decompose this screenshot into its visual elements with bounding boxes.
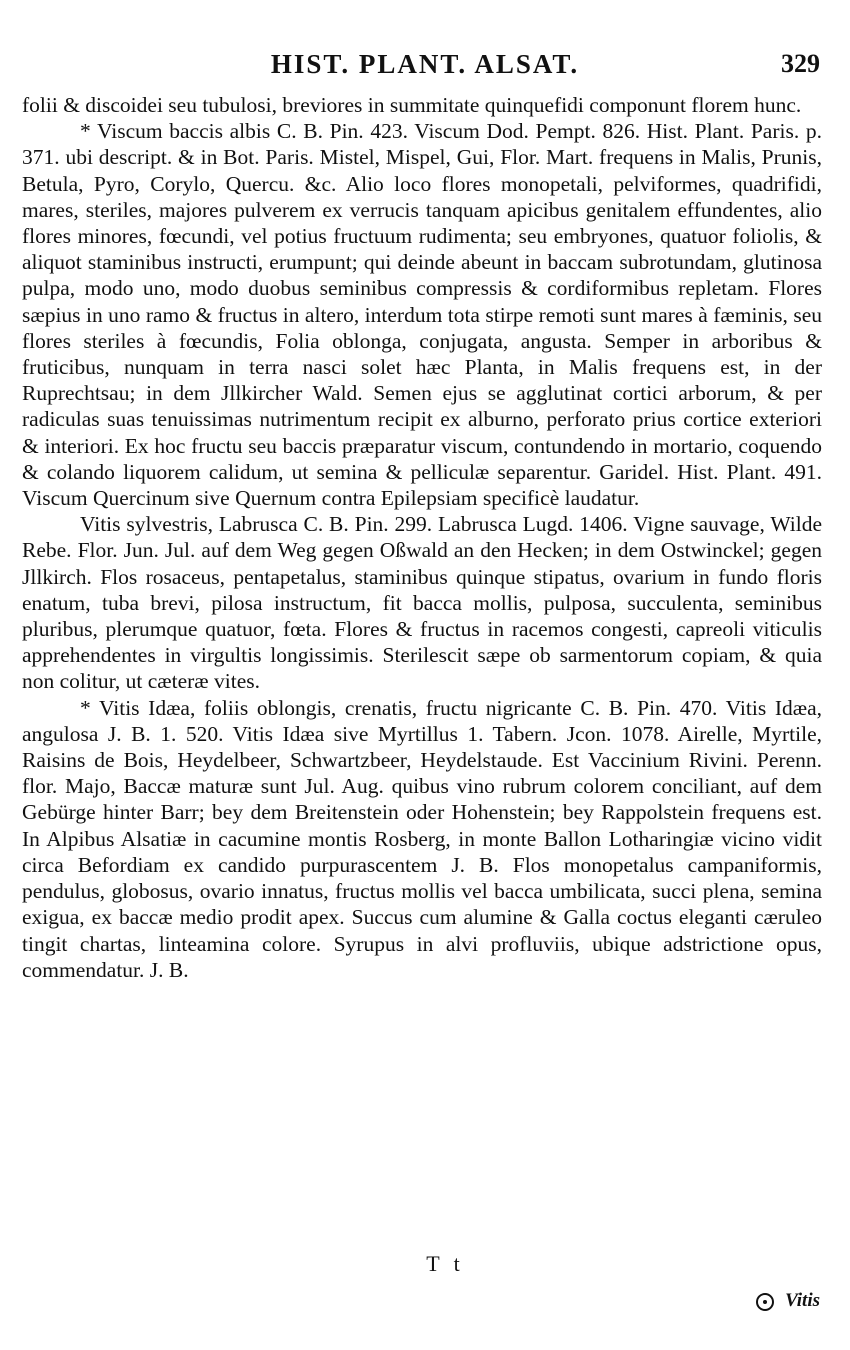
signature-mark: Tt [426, 1251, 474, 1276]
page-header [30, 44, 820, 84]
paragraph-vitis-sylvestris: Vitis sylvestris, Labrusca C. B. Pin. 299. Labrusca Lugd. 1406. Vigne sauvage, Wilde Rebe. Flor. Jun. Jul. auf dem Weg gegen Oßwald an den Hecken; in dem Ostwinckel; gegen Jllkirch. Flos rosaceus, pentapetalus, staminibus quinque stipatus, ovarium in fundo floris enatum, tuba brevi, pilosa instructum, fit bacca mollis, pulposa, succulenta, seminibus pluribus, plerumque quatuor, fœta. Flores & fructus in racemos congesti, capreoli viticulis apprehendentes in virgultis longissimis. Sterilescit sæpe ob sarmentorum copiam, & quia non colitur, ut cæteræ vites. [22, 512, 822, 694]
page-number: 329 [781, 49, 820, 78]
paragraph-continuation: folii & discoidei seu tubulosi, breviores in summitate quinquefidi componunt florem hunc. [22, 93, 802, 117]
catchword [756, 1288, 820, 1314]
catchword-text: Vitis [785, 1290, 820, 1311]
paragraph-viscum: * Viscum baccis albis C. B. Pin. 423. Viscum Dod. Pempt. 826. Hist. Plant. Paris. p. 371. ubi descript. & in Bot. Paris. Mistel, Mispel, Gui, Flor. Mart. frequens in Malis, Prunis, Betula, Pyro, Corylo, Quercu. &c. Alio loco flores monopetali, pelviformes, quadrifidi, mares, steriles, majores pulverem ex verrucis tanquam apicibus genitalem effundentes, alio flores minores, fœcundi, vel potius fructuum rudimenta; seu embryones, quatuor foliolis, & aliquot staminibus instructi, erumpunt; qui deinde abeunt in baccam subrotundam, glutinosa pulpa, modo uno, modo duobus seminibus compressis & cordiformibus repletam. Flores sæpius in uno ramo & fructus in altero, interdum tota stirpe remoti sunt mares à fæminis, seu flores steriles à fœcundis, Folia oblonga, conjugata, angusta. Semper in arboribus & fruticibus, nunquam in terra nasci solet hæc Planta, in Malis frequens est, in der Ruprechtsau; in dem Jllkircher Wald. Semen ejus se agglutinat cortici arborum, & per radiculas suas tenuissimas nutrimentum recipit ex alburno, perforato prius cortice exteriori & interiori. Ex hoc fructu seu baccis præparatur viscum, contundendo in mortario, coquendo & colando liquorem calidum, ut semina & pelliculæ separentur. Garidel. Hist. Plant. 491. Viscum Quercinum sive Quernum contra Epilepsiam specificè laudatur. [22, 119, 822, 511]
paragraph-vitis-idaea: * Vitis Idæa, foliis oblongis, crenatis, fructu nigricante C. B. Pin. 470. Vitis Idæa, angulosa J. B. 1. 520. Vitis Idæa sive Myrtillus 1. Tabern. Jcon. 1078. Airelle, Myrtile, Raisins de Bois, Heydelbeer, Schwartzbeer, Heydelstaude. Est Vaccinium Rivini. Perenn. flor. Majo, Baccæ maturæ sunt Jul. Aug. quibus vino rubrum colorem conciliant, auf dem Gebürge hinter Barr; bey dem Breitenstein oder Hohenstein; bey Rappolstein frequens est. In Alpibus Alsatiæ in cacumine montis Rosberg, in monte Ballon Lotharingiæ vicino vidit circa Befordiam ex candido purpurascentem J. B. Flos monopetalus campaniformis, pendulus, globosus, ovario innatus, fructus mollis vel bacca umbilicata, succi plena, semina exigua, ex baccæ medio prodit apex. Succus cum alumine & Galla coctus eleganti cæruleo tingit chartas, linteamina colore. Syrupus in alvi profluviis, ubique adstrictione opus, commendatur. J. B. [22, 695, 822, 982]
running-head: HIST. PLANT. ALSAT. [270, 49, 580, 79]
page-footer [0, 1250, 850, 1330]
circled-dot-icon [756, 1293, 774, 1311]
body-text [22, 92, 822, 983]
